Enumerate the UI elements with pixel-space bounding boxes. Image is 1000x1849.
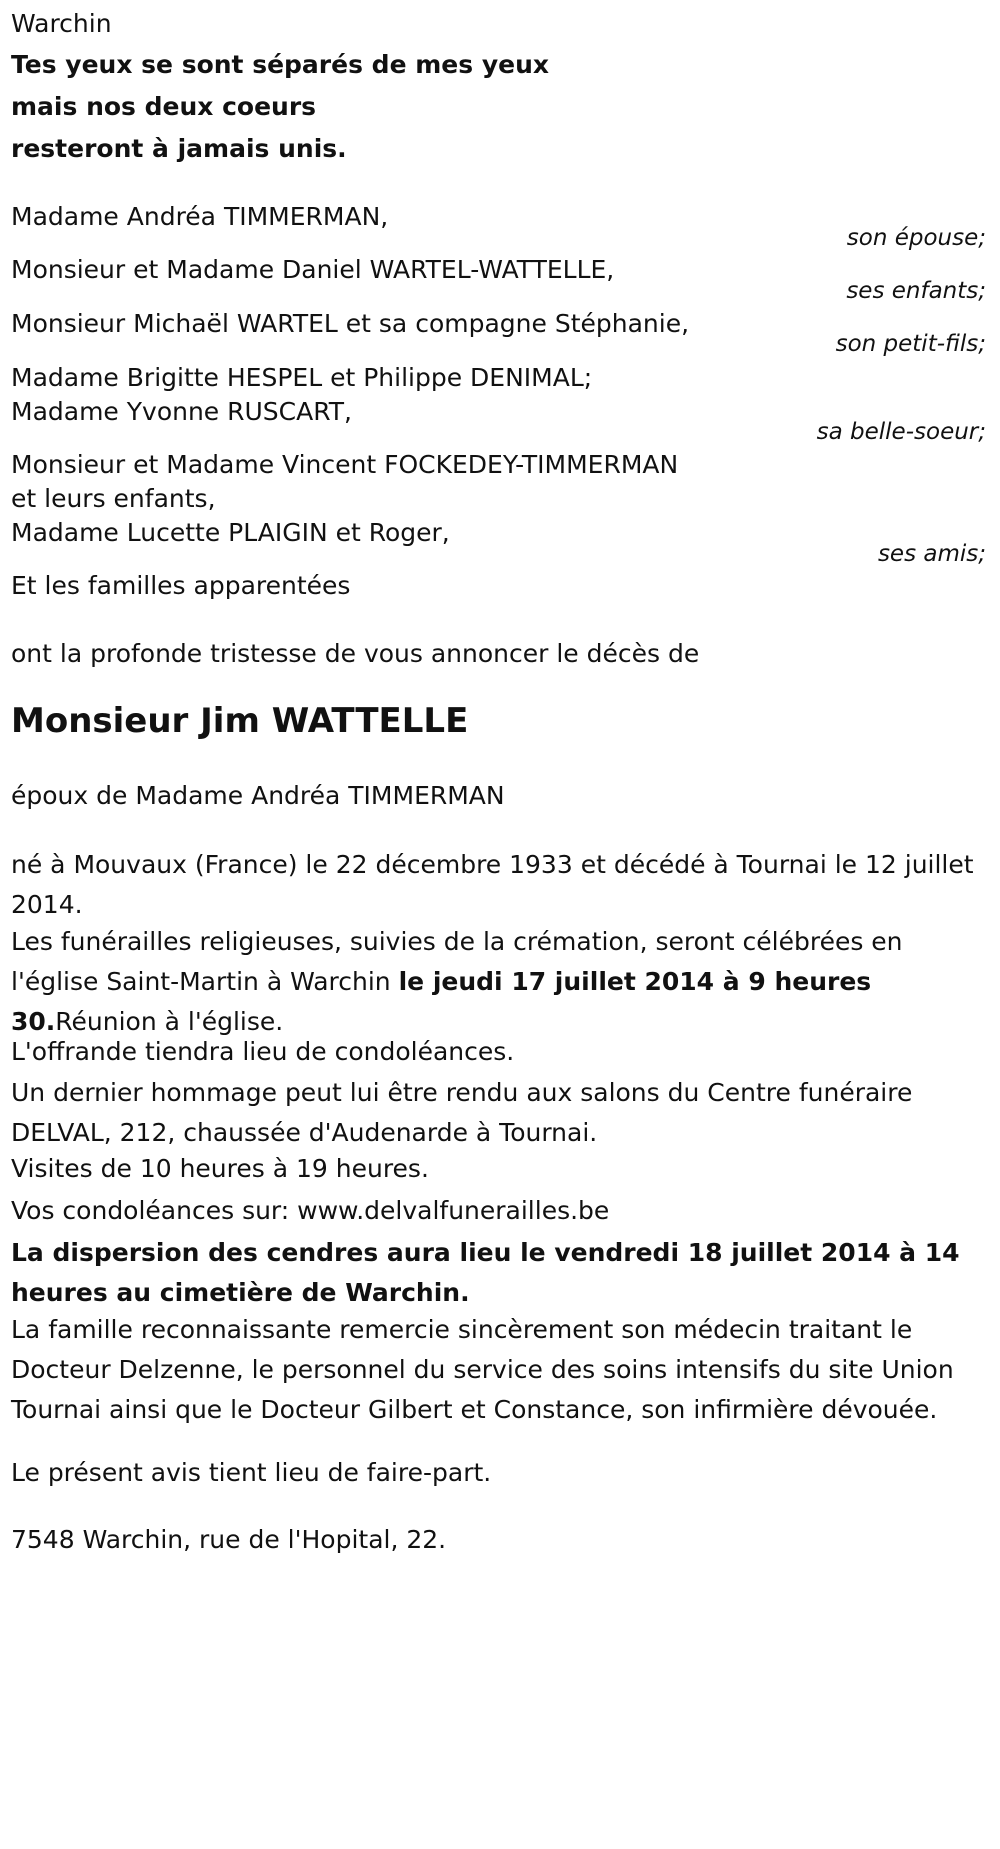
poem-line: mais nos deux coeurs	[11, 92, 317, 121]
tribute-paragraph: Un dernier hommage peut lui être rendu aux salons du Centre funéraire DELVAL, 212, chaussée d'Audenarde à Tournai.	[11, 1078, 913, 1147]
condolences-paragraph: Vos condoléances sur: www.delvalfunerailles.be	[11, 1196, 610, 1225]
family-role: ses amis;	[877, 541, 986, 567]
family-name: Monsieur et Madame Daniel WARTEL-WATTELLE,	[11, 255, 615, 284]
funeral-paragraph	[11, 922, 986, 1042]
family-name: et leurs enfants,	[11, 484, 216, 513]
deceased-name: Monsieur Jim WATTELLE	[11, 701, 469, 741]
family-role: ses enfants;	[846, 278, 986, 304]
announcement-text: ont la profonde tristesse de vous annoncer le décès de	[11, 639, 700, 668]
family-name: Madame Lucette PLAIGIN et Roger,	[11, 518, 450, 547]
family-name: Madame Andréa TIMMERMAN,	[11, 202, 389, 231]
visits-paragraph: Visites de 10 heures à 19 heures.	[11, 1154, 429, 1183]
funeral-date: le jeudi 17 juillet 2014 à 9 heures 30.	[11, 967, 872, 1036]
family-role: sa belle-soeur;	[816, 419, 986, 445]
funeral-intro: Les funérailles religieuses, suivies de la crémation, seront célébrées en l'église Saint-Martin à Warchin	[11, 927, 903, 996]
notice-paragraph: Le présent avis tient lieu de faire-part.	[11, 1458, 492, 1487]
funeral-meeting: Réunion à l'église.	[55, 1007, 284, 1036]
address-line: 7548 Warchin, rue de l'Hopital, 22.	[11, 1525, 447, 1554]
family-role: son épouse;	[846, 225, 986, 251]
family-name: Monsieur et Madame Vincent FOCKEDEY-TIMMERMAN	[11, 450, 679, 479]
family-role: son petit-fils;	[835, 331, 986, 357]
thanks-paragraph: La famille reconnaissante remercie sincèrement son médecin traitant le Docteur Delzenne, le personnel du service des soins intensifs du site Union Tournai ainsi que le Docteur Gilbert et Constance, son infirmière dévouée.	[11, 1315, 954, 1424]
family-name: Madame Yvonne RUSCART,	[11, 397, 353, 426]
poem-line: Tes yeux se sont séparés de mes yeux	[11, 50, 549, 79]
spouse-line: époux de Madame Andréa TIMMERMAN	[11, 781, 505, 810]
offering-paragraph: L'offrande tiendra lieu de condoléances.	[11, 1037, 515, 1066]
birth-death-paragraph: né à Mouvaux (France) le 22 décembre 1933 et décédé à Tournai le 12 juillet 2014.	[11, 850, 974, 919]
poem-line: resteront à jamais unis.	[11, 134, 347, 163]
place-name: Warchin	[11, 9, 112, 38]
dispersion-paragraph: La dispersion des cendres aura lieu le vendredi 18 juillet 2014 à 14 heures au cimetière de Warchin.	[11, 1238, 960, 1307]
family-name: Madame Brigitte HESPEL et Philippe DENIMAL;	[11, 363, 593, 392]
family-name: Et les familles apparentées	[11, 571, 351, 600]
family-name: Monsieur Michaël WARTEL et sa compagne Stéphanie,	[11, 309, 690, 338]
